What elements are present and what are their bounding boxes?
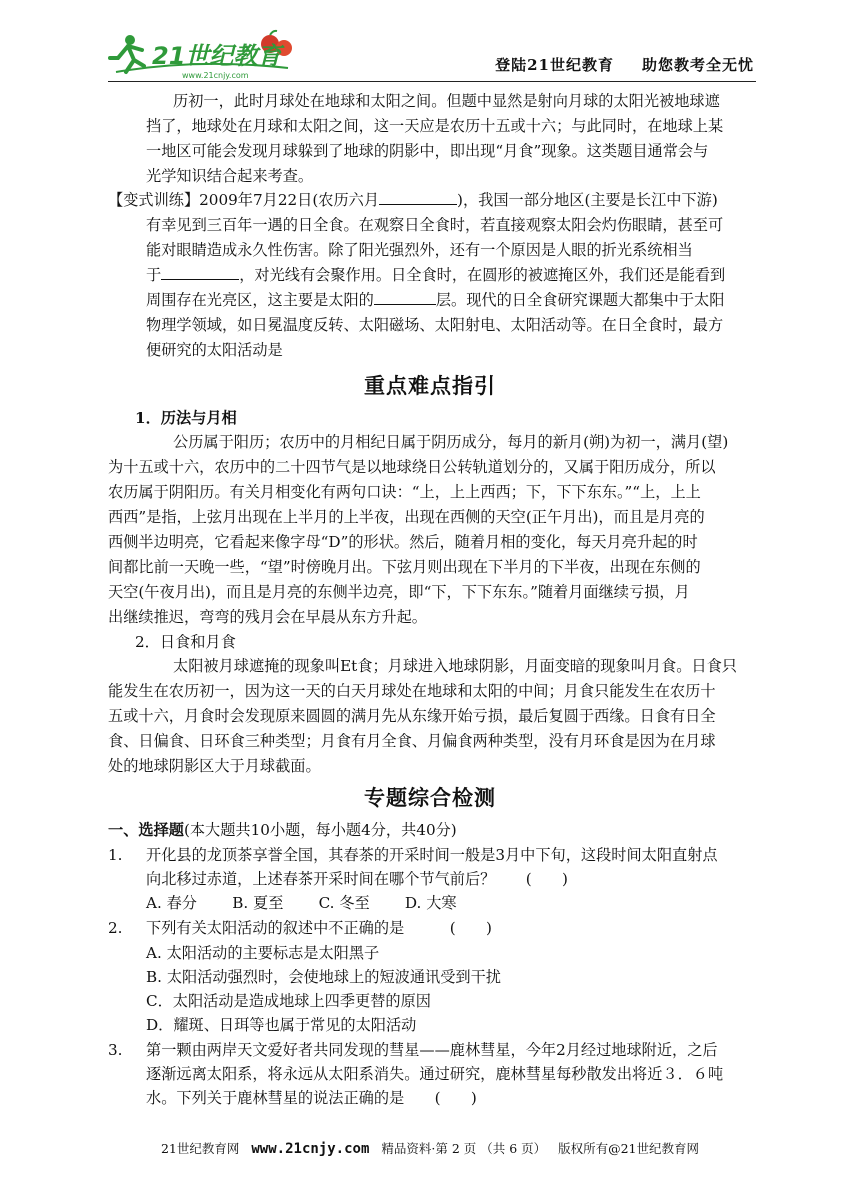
- variant-line: [108, 190, 718, 210]
- intro-line: 挡了，地球处在月球和太阳之间，这一天应是农历十五或十六；与此同时，在地球上某: [146, 117, 724, 135]
- variant-text: 层。现代的日全食研究课题大都集中于太阳: [435, 291, 725, 309]
- paragraph-line: 天空(午夜月出)，而且是月亮的东侧半边亮，即“下，下下东东。”随着月面继续亏损，月: [108, 583, 690, 601]
- variant-line: [146, 265, 725, 285]
- variant-text: )，我国一部分地区(主要是长江中下游): [457, 191, 718, 209]
- intro-line: 光学知识结合起来考查。: [146, 167, 314, 185]
- question-text: 开化县的龙顶茶享誉全国，其春茶的开采时间一般是3月中下旬，这段时间太阳直射点: [146, 846, 718, 864]
- paragraph-line: 太阳被月球遮掩的现象叫Et食；月球进入地球阴影，月面变暗的现象叫月食。日食只: [173, 657, 737, 675]
- part-heading: [108, 820, 457, 840]
- question-text: 逐渐远离太阳系，将永远从太阳系消失。通过研究，鹿林彗星每秒散发出将近３．６吨: [146, 1065, 724, 1083]
- slogan-left: 登陆21世纪教育: [495, 56, 614, 74]
- variant-line: [146, 290, 724, 310]
- question-option: C．太阳活动是造成地球上四季更替的原因: [146, 992, 431, 1010]
- question-text: 第一颗由两岸天文爱好者共同发现的彗星——鹿林彗星，今年2月经过地球附近，之后: [146, 1041, 718, 1059]
- intro-line: 历初一，此时月球处在地球和太阳之间。但题中显然是射向月球的太阳光被地球遮: [173, 92, 720, 110]
- page-footer: [0, 1139, 860, 1157]
- variant-line: 物理学领域，如日冕温度反转、太阳磁场、太阳射电、太阳活动等。在日全食时，最方: [146, 316, 724, 334]
- subsection-title: 2．日食和月食: [135, 633, 236, 651]
- paragraph-line: 农历属于阴阳历。有关月相变化有两句口诀：“上，上上西西；下，下下东东。”“上，上上: [108, 483, 701, 501]
- fill-blank-3[interactable]: [374, 290, 436, 305]
- footer-site: 21世纪教育网: [160, 1141, 240, 1156]
- question-option: B. 太阳活动强烈时，会使地球上的短波通讯受到干扰: [146, 968, 501, 986]
- header-slogan: [495, 54, 754, 75]
- paragraph-line: 五或十六，月食时会发现原来圆圆的满月先从东缘开始亏损，最后复圆于西缘。日食有日全: [108, 707, 716, 725]
- header-divider: [108, 81, 756, 82]
- variant-text: 【变式训练】2009年7月22日(农历六月: [108, 191, 380, 209]
- question-number: 3.: [108, 1041, 123, 1059]
- paragraph-line: 处的地球阴影区大于月球截面。: [108, 757, 321, 775]
- intro-line: 一地区可能会发现月球躲到了地球的阴影中，即出现“月食”现象。这类题目通常会与: [146, 142, 709, 160]
- paragraph-line: 公历属于阳历；农历中的月相纪日属于阴历成分，每月的新月(朔)为初一，满月(望): [173, 433, 729, 451]
- fill-blank-2[interactable]: [161, 265, 239, 280]
- question-option: A. 太阳活动的主要标志是太阳黑子: [146, 944, 380, 962]
- question-option: D．耀斑、日珥等也属于常见的太阳活动: [146, 1016, 417, 1034]
- paragraph-line: 食、日偏食、日环食三种类型；月食有月全食、月偏食两种类型，没有月环食是因为在月球: [108, 732, 716, 750]
- logo-graphic: [108, 28, 298, 82]
- section-title: 专题综合检测: [364, 786, 496, 810]
- question-number: 1.: [108, 846, 123, 864]
- paragraph-line: 能发生在农历初一，因为这一天的白天月球处在地球和太阳的中间；月食只能发生在农历十: [108, 682, 716, 700]
- question-text: 向北移过赤道，上述春茶开采时间在哪个节气前后？ ( ): [146, 870, 568, 888]
- question-text: 下列有关太阳活动的叙述中不正确的是 ( ): [146, 919, 492, 937]
- question-options: A. 春分 B. 夏至 C. 冬至 D. 大寒: [146, 894, 457, 912]
- footer-copyright: 版权所有@21世纪教育网: [558, 1141, 700, 1156]
- variant-text: 于: [146, 266, 162, 284]
- fill-blank-1[interactable]: [379, 190, 457, 205]
- variant-text: ，对光线有会聚作用。日全食时，在圆形的被遮掩区外，我们还是能看到: [239, 266, 726, 284]
- paragraph-line: 间都比前一天晚一些，“望”时傍晚月出。下弦月则出现在下半月的下半夜，出现在东侧的: [108, 558, 701, 576]
- variant-line: 有幸见到三百年一遇的日全食。在观察日全食时，若直接观察太阳会灼伤眼睛，甚至可: [146, 216, 724, 234]
- section-title: 重点难点指引: [364, 374, 496, 398]
- part-note: (本大题共10小题，每小题4分，共40分): [183, 821, 457, 839]
- subsection-title: 1．历法与月相: [135, 409, 237, 427]
- logo-url: www.21cnjy.com: [182, 71, 249, 80]
- variant-line: 便研究的太阳活动是: [146, 341, 283, 359]
- footer-page-info: 精品资料·第 2 页 （共 6 页）: [381, 1141, 547, 1156]
- page-header: [108, 28, 756, 82]
- slogan-right: 助您教考全无忧: [641, 56, 754, 74]
- question-text: 水。下列关于鹿林彗星的说法正确的是 ( ): [146, 1089, 477, 1107]
- footer-url[interactable]: www.21cnjy.com: [251, 1141, 370, 1157]
- site-logo[interactable]: [108, 28, 298, 82]
- variant-text: 周围存在光亮区，这主要是太阳的: [146, 291, 374, 309]
- paragraph-line: 西侧半边明亮，它看起来像字母“D”的形状。然后，随着月相的变化，每天月亮升起的时: [108, 533, 698, 551]
- question-number: 2.: [108, 919, 123, 937]
- paragraph-line: 出继续推迟，弯弯的残月会在早晨从东方升起。: [108, 608, 427, 626]
- variant-line: 能对眼睛造成永久性伤害。除了阳光强烈外，还有一个原因是人眼的折光系统相当: [146, 241, 693, 259]
- paragraph-line: 为十五或十六，农历中的二十四节气是以地球绕日公转轨道划分的，又属于阳历成分，所以: [108, 458, 716, 476]
- part-label: 一、选择题: [108, 821, 184, 839]
- logo-text: 21世纪教育: [152, 42, 282, 70]
- paragraph-line: 西西”是指，上弦月出现在上半月的上半夜，出现在西侧的天空(正午月出)，而且是月亮的: [108, 508, 705, 526]
